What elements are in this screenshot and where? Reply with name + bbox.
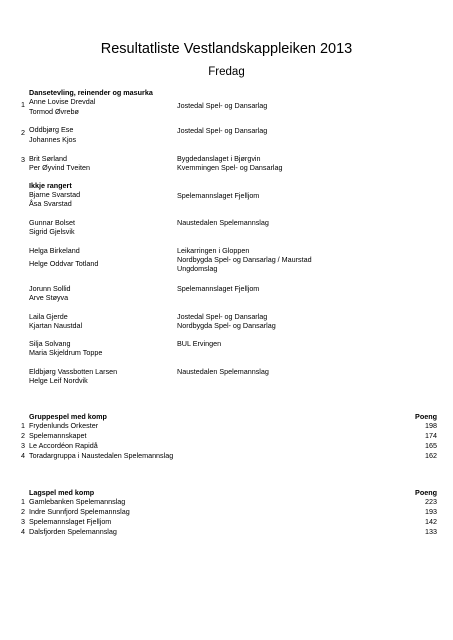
group-points-header: Poeng (415, 412, 437, 421)
dancer-name: Per Øyvind Tveiten (29, 163, 90, 172)
group-points: 198 (425, 421, 437, 430)
dancer-name: Helga Birkeland (29, 246, 80, 255)
team-rank: 1 (21, 497, 25, 506)
page-title: Resultatliste Vestlandskappleiken 2013 (100, 41, 353, 57)
dancer-name: Laila Gjerde (29, 312, 68, 321)
group-points: 174 (425, 431, 437, 440)
group-rank: 3 (21, 441, 25, 450)
dance-rank: 3 (21, 155, 25, 164)
dancer-name: Brit Sørland (29, 154, 67, 163)
club-name: Nordbygda Spel- og Dansarlag / Maurstad Ungdomslag (177, 255, 312, 273)
group-points: 165 (425, 441, 437, 450)
club-name: Jostedal Spel- og Dansarlag (177, 312, 268, 321)
club-name: Spelemannslaget Fjelljom (177, 284, 260, 293)
team-rank: 4 (21, 527, 25, 536)
team-name: Indre Sunnfjord Spelemannslag (29, 507, 130, 516)
group-name: Spelemannskapet (29, 431, 87, 440)
dancer-name: Bjarne Svarstad (29, 190, 81, 199)
club-name: Leikarringen i Gloppen (177, 246, 250, 255)
dancer-name: Eldbjørg Vassbotten Larsen (29, 367, 118, 376)
club-name: Naustedalen Spelemannslag (177, 218, 269, 227)
team-points-header: Poeng (415, 488, 437, 497)
team-points: 223 (425, 497, 437, 506)
dancer-name: Sigrid Gjelsvik (29, 227, 75, 236)
club-name: Jostedal Spel- og Dansarlag (177, 101, 268, 110)
group-name: Frydenlunds Orkester (29, 421, 99, 430)
group-rank: 4 (21, 451, 25, 460)
dancer-name: Maria Skjeldrum Toppe (29, 348, 103, 357)
team-rank: 3 (21, 517, 25, 526)
dance-section-heading: Dansetevling, reinender og masurka (29, 88, 153, 97)
group-name: Le Accordéon Rapidå (29, 441, 98, 450)
team-section-heading: Lagspel med komp (29, 488, 95, 497)
dance-rank: 2 (21, 128, 25, 137)
team-name: Dalsfjorden Spelemannslag (29, 527, 117, 536)
dancer-name: Silja Solvang (29, 339, 71, 348)
team-points: 142 (425, 517, 437, 526)
team-name: Spelemannslaget Fjelljom (29, 517, 112, 526)
club-name: Naustedalen Spelemannslag (177, 367, 269, 376)
group-section-heading: Gruppespel med komp (29, 412, 107, 421)
club-name: BUL Ervingen (177, 339, 222, 348)
dancer-name: Johannes Kjos (29, 135, 77, 144)
club-name: Kvemmingen Spel- og Dansarlag (177, 163, 283, 172)
unranked-section-heading: Ikkje rangert (29, 181, 72, 190)
team-points: 193 (425, 507, 437, 516)
dancer-name: Helge Oddvar Totland (29, 259, 99, 268)
club-name: Bygdedanslaget i Bjørgvin (177, 154, 261, 163)
group-rank: 2 (21, 431, 25, 440)
dancer-name: Anne Lovise Drevdal (29, 97, 96, 106)
group-rank: 1 (21, 421, 25, 430)
club-name: Jostedal Spel- og Dansarlag (177, 126, 268, 135)
club-name: Nordbygda Spel- og Dansarlag (177, 321, 276, 330)
day-subtitle: Fredag (208, 66, 245, 78)
dancer-name: Arve Støyva (29, 293, 69, 302)
dancer-name: Gunnar Bolset (29, 218, 75, 227)
dancer-name: Åsa Svarstad (29, 199, 72, 208)
dancer-name: Tormod Øvrebø (29, 107, 79, 116)
dancer-name: Kjartan Naustdal (29, 321, 83, 330)
club-name: Spelemannslaget Fjelljom (177, 191, 260, 200)
team-rank: 2 (21, 507, 25, 516)
dancer-name: Helge Leif Nordvik (29, 376, 88, 385)
dancer-name: Oddbjørg Ese (29, 125, 74, 134)
team-points: 133 (425, 527, 437, 536)
group-name: Toradargruppa i Naustedalen Spelemannslag (29, 451, 174, 460)
team-name: Gamlebanken Spelemannslag (29, 497, 126, 506)
group-points: 162 (425, 451, 437, 460)
dancer-name: Jorunn Sollid (29, 284, 71, 293)
dance-rank: 1 (21, 100, 25, 109)
